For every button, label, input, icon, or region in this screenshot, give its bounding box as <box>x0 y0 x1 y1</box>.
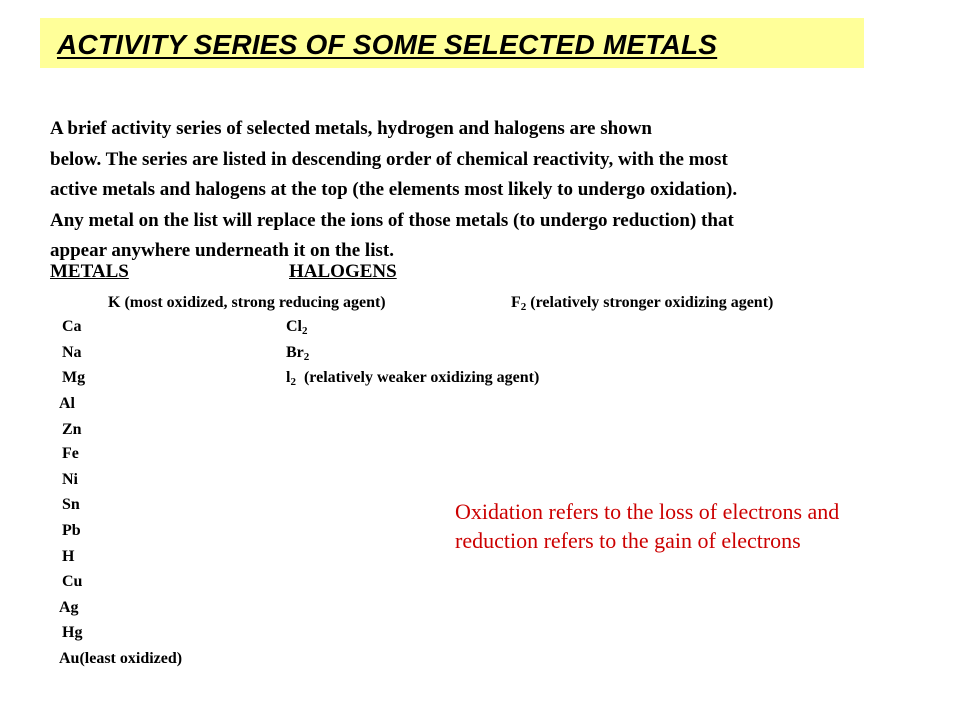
halogen-item <box>286 317 308 337</box>
metal-item: Ag <box>59 599 79 616</box>
metal-item: Al <box>59 395 75 412</box>
metal-item: Fe <box>62 445 79 462</box>
halogen-item <box>286 343 309 363</box>
metal-item: Ni <box>62 471 78 488</box>
metal-item: Na <box>62 344 82 361</box>
halogen-item <box>511 293 773 313</box>
halogen-symbol: Br <box>286 344 304 361</box>
halogen-symbol: F <box>511 294 521 311</box>
metal-item: Mg <box>62 369 86 386</box>
metal-item: Hg <box>62 624 83 641</box>
metal-item: Ca <box>62 318 82 335</box>
halogen-subscript: 2 <box>520 301 527 313</box>
metal-item: Au(least oxidized) <box>59 650 183 667</box>
metal-item: H <box>62 548 75 565</box>
intro-line: below. The series are listed in descending order of chemical reactivity, with the most <box>50 148 728 170</box>
metal-item: Zn <box>62 421 82 438</box>
intro-paragraph <box>50 114 930 267</box>
intro-line: A brief activity series of selected metals, hydrogen and halogens are shown <box>50 118 652 139</box>
metal-item: Cu <box>62 573 83 590</box>
halogen-item <box>286 368 539 388</box>
halogen-symbol: Cl <box>286 318 302 335</box>
halogens-heading: HALOGENS <box>289 261 397 282</box>
metals-heading: METALS <box>50 261 129 282</box>
halogen-symbol: l <box>286 369 291 386</box>
intro-line: active metals and halogens at the top (the elements most likely to undergo oxidation). <box>50 179 738 200</box>
metal-item: Sn <box>62 496 80 513</box>
metal-item: K (most oxidized, strong reducing agent) <box>108 294 386 311</box>
oxidation-reduction-note: Oxidation refers to the loss of electrons and reduction refers to the gain of electrons <box>455 499 840 553</box>
intro-line: Any metal on the list will replace the ions of those metals (to undergo reduction) that <box>50 209 734 231</box>
halogen-subscript: 2 <box>303 351 310 363</box>
metal-item: Pb <box>62 522 81 539</box>
halogen-note: (relatively stronger oxidizing agent) <box>526 294 774 311</box>
halogen-note: (relatively weaker oxidizing agent) <box>295 369 540 386</box>
halogen-subscript: 2 <box>302 325 308 337</box>
halogen-subscript: 2 <box>290 376 296 388</box>
page-title: ACTIVITY SERIES OF SOME SELECTED METALS <box>57 29 718 60</box>
intro-line: appear anywhere underneath it on the list. <box>50 240 394 261</box>
